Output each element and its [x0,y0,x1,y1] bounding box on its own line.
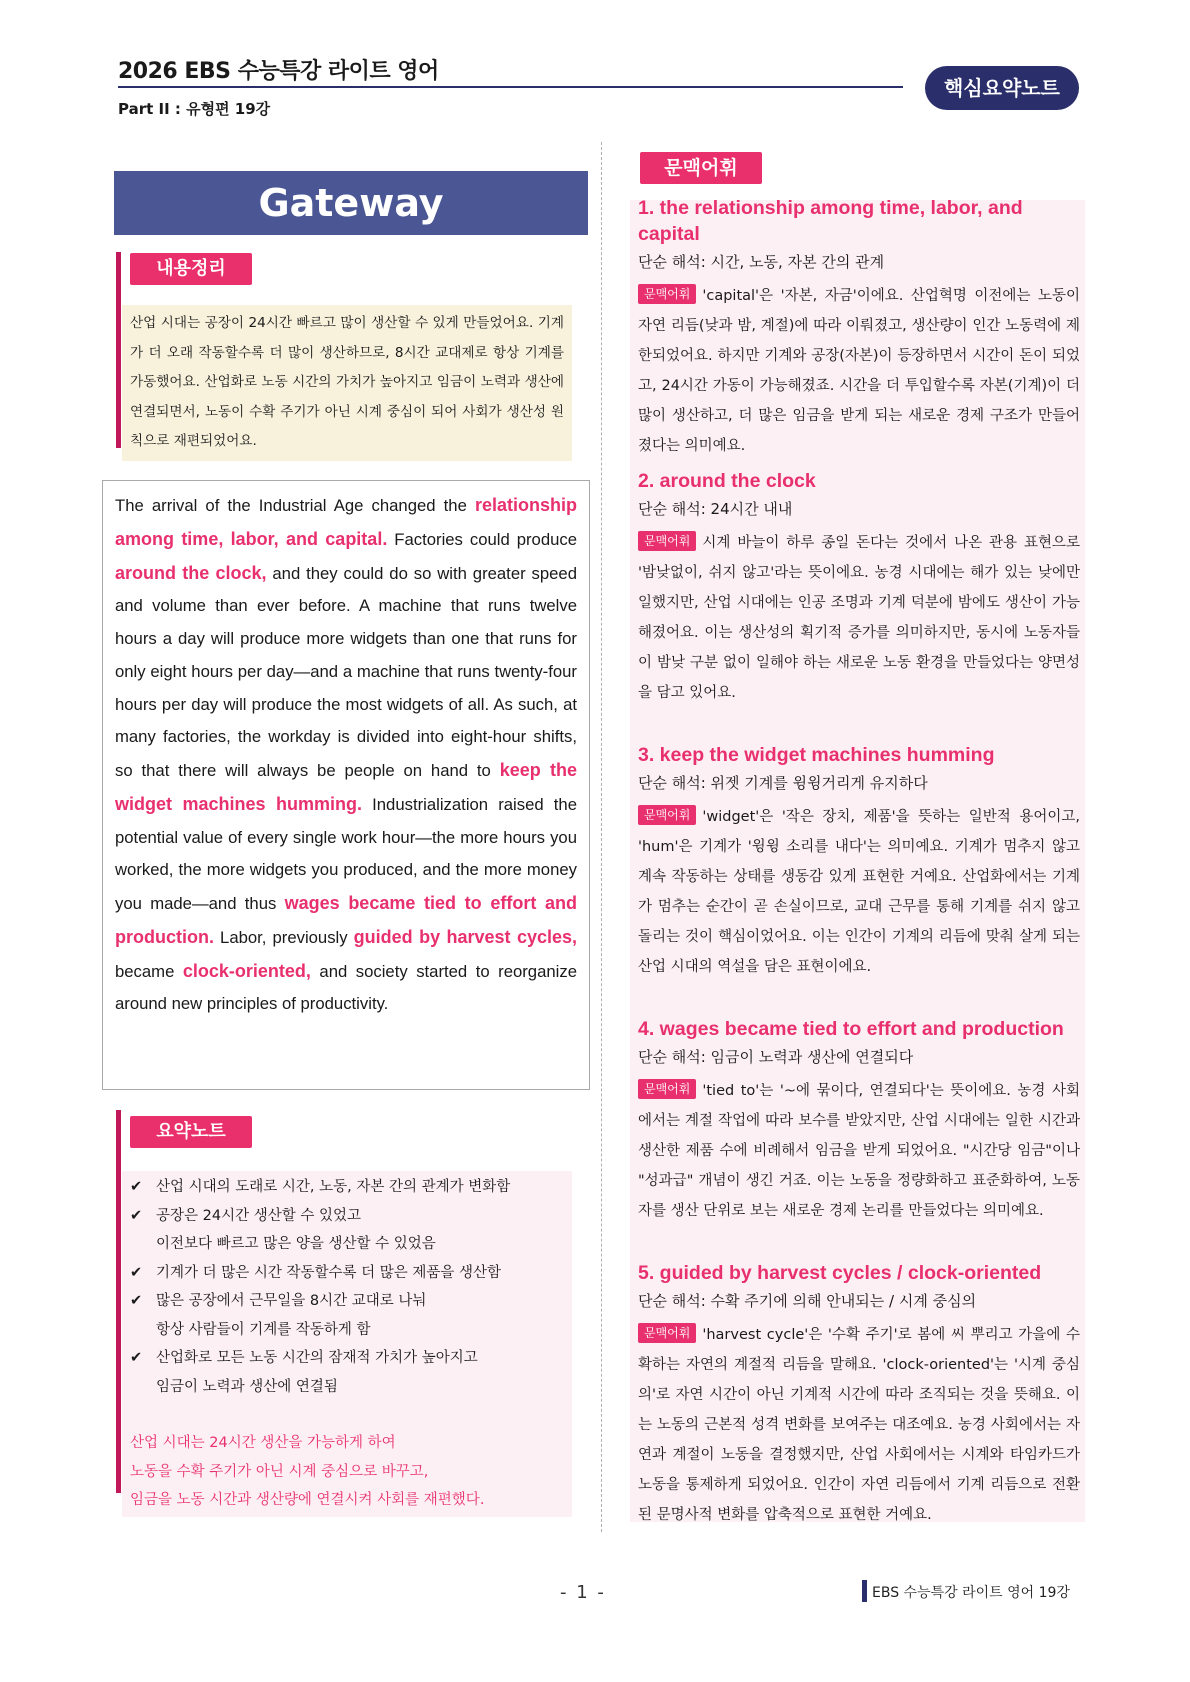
vocab-body [638,1076,1080,1226]
footer-text: EBS 수능특강 라이트 영어 19강 [872,1585,1070,1601]
page-number: - 1 - [560,1582,606,1603]
checklist-text: 많은 공장에서 근무일을 8시간 교대로 나눠 [156,1293,427,1309]
content-accent-bar [116,252,121,448]
passage-text: Industrialization raised the potential value of every single work hour—the more hours you worked, the more widgets you produced, and the more money you made—and thus [115,794,577,913]
column-divider [601,142,602,1532]
passage-text: and society started to reorganize around new principles of productivity. [115,961,577,1014]
passage-highlight: around the clock, [115,562,267,583]
check-icon: ✔ [130,1207,143,1224]
passage-text: The arrival of the Industrial Age changed the [115,496,475,515]
vocab-text: 시계 바늘이 하루 종일 돈다는 것에서 나온 관용 표현으로 '밤낮없이, 쉬지 않고'라는 뜻이에요. 농경 시대에는 해가 있는 낮에만 일했지만, 산업 시대에는 인공 조명과 기계 덕분에 밤에도 생산이 가능해졌어요. 이는 생산성의 획기적 증가를 의미하지만, 동시에 노동자들이 밤낮 구분 없이 일해야 하는 새로운 노동 환경을 만들었다는 양면성을 담고 있어요. [638,535,1080,701]
passage-text: Factories could produce [387,529,578,549]
content-summary-tag: 내용정리 [130,253,252,285]
vocab-item [638,1260,1080,1530]
vocab-body [638,528,1080,708]
checklist-text: 산업 시대의 도래로 시간, 노동, 자본 간의 관계가 변화함 [156,1179,511,1195]
passage-box [102,480,590,1090]
vocab-simple: 단순 해석: 위젯 기계를 윙윙거리게 유지하다 [638,774,928,792]
vocab-body [638,1320,1080,1530]
vocab-item [638,468,1080,708]
summary-note-tag: 요약노트 [130,1116,252,1148]
note-badge: 핵심요약노트 [925,66,1079,110]
vocab-item [638,195,1080,461]
checklist-text: 이전보다 빠르고 많은 양을 생산할 수 있었음 [156,1236,436,1252]
vocab-mini-tag: 문맥어휘 [638,805,696,825]
vocab-simple: 단순 해석: 24시간 내내 [638,500,793,518]
vocab-title: 2. around the clock [638,470,816,492]
checklist-text: 임금이 노력과 생산에 연결됨 [156,1378,338,1395]
passage-highlight: keep the widget machines humming. [115,760,577,814]
conclusion-line: 노동을 수확 주기가 아닌 시계 중심으로 바꾸고, [130,1463,429,1480]
vocab-simple: 단순 해석: 임금이 노력과 생산에 연결되다 [638,1048,914,1066]
conclusion-line: 임금을 노동 시간과 생산량에 연결시켜 사회를 재편했다. [130,1492,485,1508]
passage-highlight: clock-oriented, [182,960,311,981]
conclusion-line: 산업 시대는 24시간 생산을 가능하게 하여 [130,1435,396,1451]
checklist-text: 항상 사람들이 기계를 작동하게 함 [156,1321,371,1338]
checklist-item [130,1344,564,1373]
header-rule [118,86,903,88]
vocab-text: 'tied to'는 '~에 묶이다, 연결되다'는 뜻이에요. 농경 사회에서는 계절 작업에 따라 보수를 받았지만, 산업 시대에는 일한 시간과 생산한 제품 수에 비례해서 임금을 받게 되었어요. "시간당 임금"이나 "성과급" 개념이 생긴 거죠. 이는 노동을 정량화하고 표준화하여, 노동자를 생산 단위로 보는 새로운 경제 논리를 만들었다는 의미예요. [638,1083,1080,1219]
vocab-text: 'widget'은 '작은 장치, 제품'을 뜻하는 일반적 용어이고, 'hum'은 기계가 '윙윙 소리를 내다'는 의미예요. 기계가 멈추지 않고 계속 작동하는 상태를 생동감 있게 표현한 거예요. 산업화에서는 기계가 멈추는 순간이 곧 손실이므로, 교대 근무를 통해 기계를 쉬지 않고 돌리는 것이 핵심이었어요. 이는 인간이 기계의 리듬에 맞춰 살게 되는 산업 시대의 역설을 담은 표현이에요. [638,809,1080,975]
vocab-simple: 단순 해석: 시간, 노동, 자본 간의 관계 [638,253,885,271]
vocab-mini-tag: 문맥어휘 [638,1079,696,1099]
passage-text: Labor, previously [213,927,354,947]
passage-highlight: wages became tied to effort and production. [115,893,577,947]
vocab-title: 1. the relationship among time, labor, and capital [638,197,1023,245]
vocab-mini-tag: 문맥어휘 [638,284,696,304]
vocab-title: 3. keep the widget machines humming [638,744,995,766]
passage-text: and they could do so with greater speed and volume than ever before. A machine that runs twelve hours a day will produce more widgets than one that runs for only eight hours per day—and a machine that runs twenty-four hours per day will produce the most widgets of all. As such, at many factories, the workday is divided into eight-hour shifts, so that there will always be people on hand to [115,563,577,780]
vocab-title: 4. wages became tied to effort and production [638,1018,1064,1040]
check-icon: ✔ [130,1179,143,1195]
passage-text: became [115,961,183,981]
vocab-simple: 단순 해석: 수확 주기에 의해 안내되는 / 시계 중심의 [638,1292,977,1310]
content-summary: 산업 시대는 공장이 24시간 빠르고 많이 생산할 수 있게 만들었어요. 기계가 더 오래 작동할수록 더 많이 생산하므로, 8시간 교대제로 항상 기계를 가동했어요. 산업화로 노동 시간의 가치가 높아지고 임금이 노력과 생산에 연결되면서, 노동이 수확 주기가 아닌 시계 중심이 되어 사회가 생산성 원칙으로 재편되었어요. [122,305,572,461]
document-subtitle: Part II : 유형편 19강 [118,100,271,118]
passage-highlight: relationship among time, labor, and capital. [115,495,577,549]
footer-accent-bar [862,1580,867,1602]
vocab-title: 5. guided by harvest cycles / clock-oriented [638,1262,1042,1284]
gateway-banner: Gateway [114,171,588,235]
passage-highlight: guided by harvest cycles, [353,926,578,947]
vocab-body [638,281,1080,461]
context-vocab-tag: 문맥어휘 [640,152,762,184]
checklist-item [130,1202,564,1231]
check-icon: ✔ [130,1293,143,1309]
checklist-item [130,1287,564,1316]
checklist-text: 산업화로 모든 노동 시간의 잠재적 가치가 높아지고 [156,1350,478,1366]
checklist-item [130,1173,564,1202]
check-icon: ✔ [130,1350,143,1366]
vocab-mini-tag: 문맥어휘 [638,531,696,551]
vocab-item [638,742,1080,982]
vocab-body [638,802,1080,982]
summary-note [122,1171,572,1517]
checklist-text: 공장은 24시간 생산할 수 있었고 [156,1207,361,1224]
check-icon: ✔ [130,1264,143,1281]
summary-accent-bar [116,1110,121,1493]
checklist-item [130,1259,564,1288]
vocab-text: 'harvest cycle'은 '수확 주기'로 봄에 씨 뿌리고 가을에 수확하는 자연의 계절적 리듬을 말해요. 'clock-oriented'는 '시계 중심의'로 자연 시간이 아닌 기계적 시간에 따라 조직되는 것을 뜻해요. 이는 노동의 근본적 성격 변화를 보여주는 대조예요. 농경 사회에서는 자연과 계절이 노동을 결정했지만, 산업 사회에서는 시계와 타임카드가 노동을 통제하게 되었어요. 인간이 자연 리듬에서 기계 리듬으로 전환된 문명사적 변화를 압축적으로 표현한 거예요. [638,1327,1080,1523]
vocab-item [638,1016,1080,1226]
document-title: 2026 EBS 수능특강 라이트 영어 [118,59,439,84]
vocab-mini-tag: 문맥어휘 [638,1323,696,1343]
vocab-text: 'capital'은 '자본, 자금'이에요. 산업혁명 이전에는 노동이 자연 리듬(낮과 밤, 계절)에 따라 이뤄졌고, 생산량이 인간 노동력에 제한되었어요. 하지만 기계와 공장(자본)이 등장하면서 시간이 돈이 되었고, 24시간 가동이 가능해졌죠. 시간을 더 투입할수록 자본(기계)이 더 많이 생산하고, 더 많은 임금을 받게 되는 새로운 경제 구조가 만들어졌다는 의미예요. [638,288,1080,454]
checklist-text: 기계가 더 많은 시간 작동할수록 더 많은 제품을 생산함 [156,1264,502,1281]
